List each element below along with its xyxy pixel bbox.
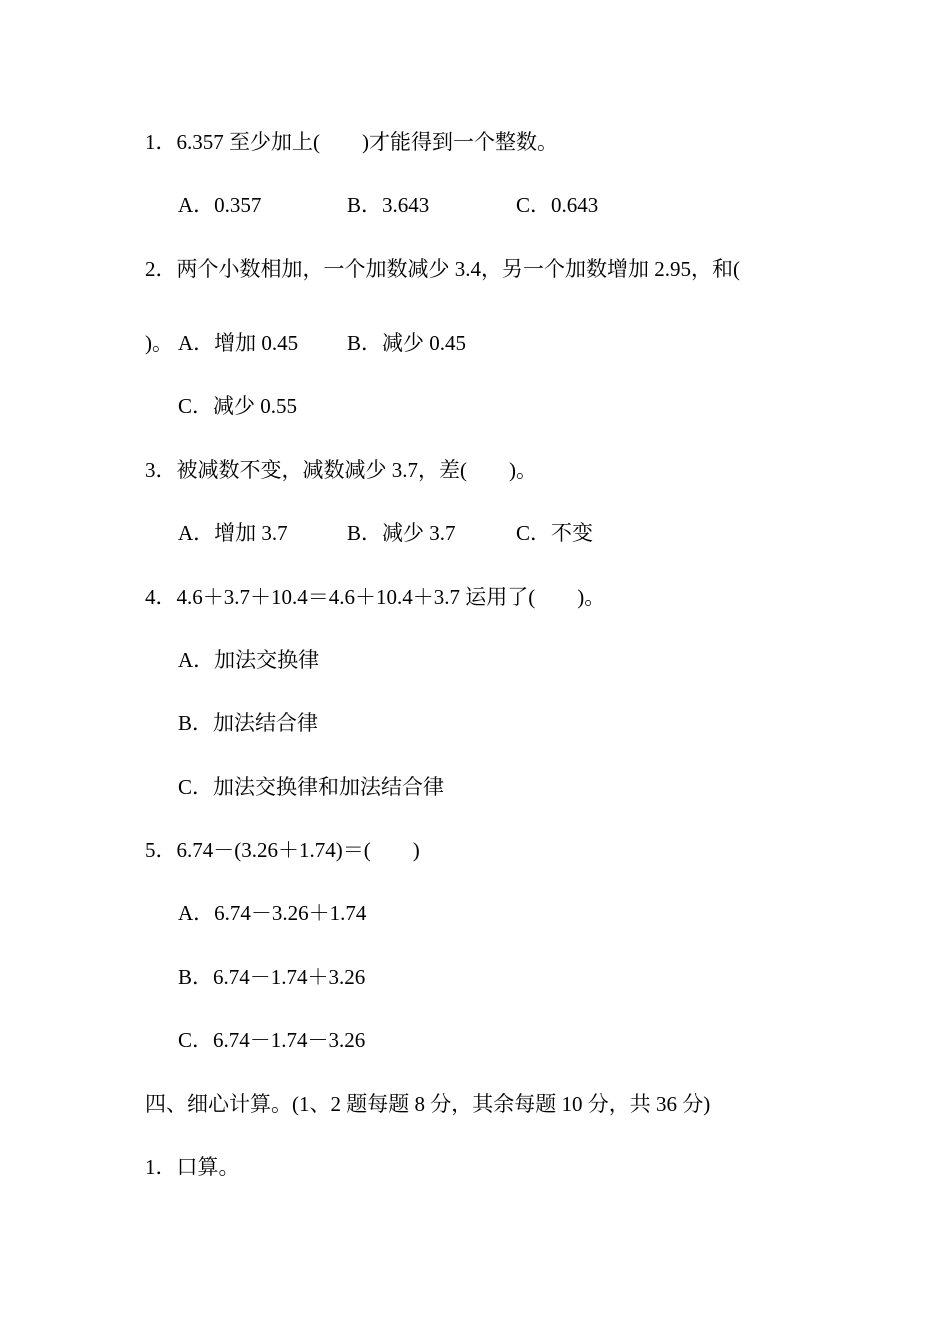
section-4-heading: 四、细心计算。(1、2 题每题 8 分，其余每题 10 分，共 36 分) bbox=[145, 1092, 711, 1116]
question-4-stem: 4．4.6＋3.7＋10.4＝4.6＋10.4＋3.7 运用了( )。 bbox=[145, 585, 606, 609]
question-2-option-c: C．减少 0.55 bbox=[178, 394, 298, 418]
question-1-option-a: A．0.357 bbox=[178, 193, 262, 217]
question-5-option-a: A．6.74－3.26＋1.74 bbox=[178, 901, 367, 925]
question-1-option-c: C．0.643 bbox=[516, 193, 599, 217]
question-4-option-a: A．加法交换律 bbox=[178, 648, 320, 672]
question-5-option-c: C．6.74－1.74－3.26 bbox=[178, 1028, 366, 1052]
question-5-option-b: B．6.74－1.74＋3.26 bbox=[178, 965, 366, 989]
question-1-stem: 1．6.357 至少加上( )才能得到一个整数。 bbox=[145, 130, 558, 154]
question-5-stem: 5．6.74－(3.26＋1.74)＝( ) bbox=[145, 838, 420, 862]
question-2-stem: 2．两个小数相加，一个加数减少 3.4，另一个加数增加 2.95，和( bbox=[145, 257, 740, 281]
question-3-option-c: C．不变 bbox=[516, 521, 594, 545]
question-2-option-a: A．增加 0.45 bbox=[178, 331, 299, 355]
question-4-option-b: B．加法结合律 bbox=[178, 711, 319, 735]
question-2-stem-continuation: )。 bbox=[145, 331, 173, 355]
section-4-item-1: 1．口算。 bbox=[145, 1155, 240, 1179]
question-3-option-b: B．减少 3.7 bbox=[347, 521, 456, 545]
question-4-option-c: C．加法交换律和加法结合律 bbox=[178, 775, 445, 799]
question-3-option-a: A．增加 3.7 bbox=[178, 521, 288, 545]
question-3-stem: 3．被减数不变，减数减少 3.7，差( )。 bbox=[145, 458, 537, 482]
question-1-option-b: B．3.643 bbox=[347, 193, 430, 217]
question-2-option-b: B．减少 0.45 bbox=[347, 331, 467, 355]
